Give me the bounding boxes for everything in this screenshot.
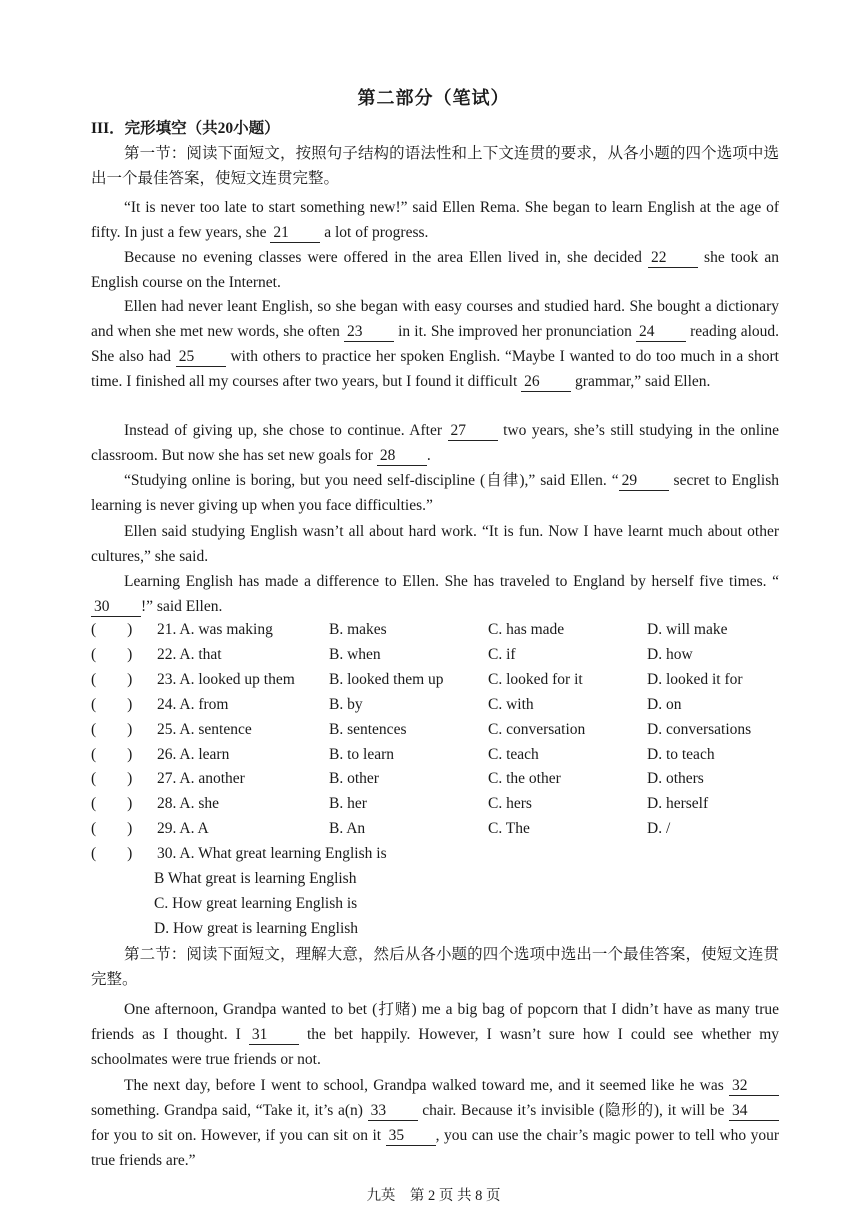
question-row: ( ) 28. A. she B. her C. hers D. herself (91, 792, 811, 817)
option-d[interactable]: D. to teach (647, 745, 715, 763)
blank-32[interactable]: 32 (729, 1076, 779, 1096)
option-b[interactable]: B. when (329, 645, 381, 663)
answer-box[interactable]: ( ) (91, 770, 133, 788)
question-row: ( ) 24. A. from B. by C. with D. on (91, 693, 811, 718)
blank-30[interactable]: 30 (91, 597, 141, 617)
option-b[interactable]: B What great is learning English (154, 870, 357, 888)
option-d[interactable]: D. herself (647, 795, 709, 813)
blank-31[interactable]: 31 (249, 1025, 299, 1045)
option-d[interactable]: D. How great is learning English (154, 919, 359, 937)
option-c[interactable]: C. teach (488, 745, 539, 763)
page-title: 第二部分（笔试） (357, 88, 510, 108)
question-options (91, 618, 811, 942)
option-a[interactable]: A. sentence (179, 720, 252, 738)
option-d[interactable]: D. others (647, 770, 704, 788)
part2-instruction: 第二节：阅读下面短文，理解大意，然后从各小题的四个选项中选出一个最佳答案，使短文连贯完整。 (91, 946, 779, 988)
passage2-paragraph-2: The next day, before I went to school, Grandpa walked toward me, and it seemed like he was 32 something. Grandpa said, “Take it, it’s a(n) 33 chair. Because it’s invisible (隐形的), it will be 34 for you to sit on. However, if you can sit on it 35 , you can use the chair’s magic power to tell who your true friends are.” (91, 1077, 779, 1169)
blank-23[interactable]: 23 (344, 322, 394, 342)
blank-25[interactable]: 25 (176, 347, 226, 367)
option-c[interactable]: C. hers (488, 795, 532, 813)
blank-22[interactable]: 22 (648, 248, 698, 268)
passage2-paragraph-1: One afternoon, Grandpa wanted to bet (打赌) me a big bag of popcorn that I didn’t have as many true friends as I thought. I 31 the bet happily. However, I wasn’t sure how I could see whether my schoolmates were true friends or not. (91, 1001, 779, 1068)
option-a[interactable]: A. that (179, 645, 222, 663)
blank-27[interactable]: 27 (448, 421, 498, 441)
answer-box[interactable]: ( ) (91, 720, 133, 738)
page-footer: 九英 第 2 页 共 8 页 (366, 1188, 501, 1204)
question-row: ( ) 29. A. A B. An C. The D. / (91, 817, 811, 842)
passage1-paragraph-4: Instead of giving up, she chose to continue. After 27 two years, she’s still studying in the online classroom. But now she has set new goals for 28 . (91, 422, 780, 464)
part1-instruction: 第一节：阅读下面短文，按照句子结构的语法性和上下文连贯的要求，从各小题的四个选项中选出一个最佳答案，使短文连贯完整。 (91, 145, 779, 187)
question-row: ( ) 26. A. learn B. to learn C. teach D. to teach (91, 743, 811, 768)
question-row-30: ( ) 30. A. What great learning English is (91, 842, 811, 867)
option-b[interactable]: B. sentences (329, 720, 407, 738)
answer-box[interactable]: ( ) (91, 621, 133, 638)
passage1-paragraph-6: Ellen said studying English wasn’t all about hard work. “It is fun. Now I have learnt much about other cultures,” she said. (91, 523, 779, 565)
option-b[interactable]: B. her (329, 795, 367, 813)
question-row: ( ) 25. A. sentence B. sentences C. conversation D. conversations (91, 718, 811, 743)
answer-box[interactable]: ( ) (91, 745, 133, 763)
question-row: ( ) 27. A. another B. other C. the other D. others (91, 767, 811, 792)
section-heading: III．完形填空（共20小题） (91, 120, 280, 137)
answer-box[interactable]: ( ) (91, 670, 133, 688)
passage1-paragraph-7: Learning English has made a difference to Ellen. She has traveled to England by herself five times. “30 !” said Ellen. (91, 569, 779, 619)
passage1-paragraph-3: Ellen had never leant English, so she began with easy courses and studied hard. She bought a dictionary and when she met new words, she often 23 in it. She improved her pronunciation 24 reading aloud. She also had 25 with others to practice her spoken English. “Maybe I wanted to do too much in a short time. I finished all my courses after two years, but I found it difficult 26 grammar,” said Ellen. (91, 298, 780, 390)
blank-35[interactable]: 35 (386, 1126, 436, 1146)
option-c[interactable]: C. with (488, 695, 534, 713)
option-b[interactable]: B. makes (329, 621, 387, 638)
option-d[interactable]: D. on (647, 695, 682, 713)
blank-21[interactable]: 21 (270, 223, 320, 243)
blank-24[interactable]: 24 (636, 322, 686, 342)
blank-28[interactable]: 28 (377, 446, 427, 466)
option-c[interactable]: C. if (488, 645, 516, 663)
option-b[interactable]: B. An (329, 820, 366, 838)
option-c[interactable]: C. How great learning English is (154, 894, 358, 912)
option-d[interactable]: D. will make (647, 621, 728, 638)
option-a[interactable]: A. looked up them (179, 670, 295, 688)
passage1-paragraph-2: Because no evening classes were offered in the area Ellen lived in, she decided 22 she took an English course on the Internet. (91, 249, 780, 291)
question-row: ( ) 23. A. looked up them B. looked them up C. looked for it D. looked it for (91, 668, 811, 693)
option-a[interactable]: A. was making (179, 621, 273, 638)
option-d[interactable]: D. looked it for (647, 670, 743, 688)
option-b[interactable]: B. to learn (329, 745, 394, 763)
option-c[interactable]: C. has made (488, 621, 565, 638)
option-c[interactable]: C. The (488, 820, 530, 838)
answer-box[interactable]: ( ) (91, 645, 133, 663)
blank-29[interactable]: 29 (619, 471, 669, 491)
option-a[interactable]: A. another (179, 770, 245, 788)
option-d[interactable]: D. conversations (647, 720, 752, 738)
answer-box[interactable]: ( ) (91, 795, 133, 813)
blank-26[interactable]: 26 (521, 372, 571, 392)
option-c[interactable]: C. looked for it (488, 670, 583, 688)
option-c[interactable]: C. the other (488, 770, 561, 788)
question-row: ( ) 21. A. was making B. makes C. has made D. will make (91, 618, 811, 643)
option-b[interactable]: B. by (329, 695, 363, 713)
question-row: ( ) 22. A. that B. when C. if D. how (91, 643, 811, 668)
option-a[interactable]: A. she (179, 795, 220, 813)
option-a[interactable]: A. from (179, 695, 229, 713)
passage1-paragraph-5: “Studying online is boring, but you need self-discipline (自律),” said Ellen. “ 29 secret to English learning is never giving up when you face difficulties.” (91, 472, 780, 514)
answer-box[interactable]: ( ) (91, 695, 133, 713)
option-a[interactable]: A. A (179, 820, 209, 838)
blank-33[interactable]: 33 (368, 1101, 418, 1121)
option-d[interactable]: D. how (647, 645, 693, 663)
option-a[interactable]: A. What great learning English is (179, 845, 387, 863)
blank-34[interactable]: 34 (729, 1101, 779, 1121)
answer-box[interactable]: ( ) (91, 845, 133, 863)
passage1-paragraph-1: “It is never too late to start something new!” said Ellen Rema. She began to learn English at the age of fifty. In just a few years, she 21 a lot of progress. (91, 199, 779, 241)
option-d[interactable]: D. / (647, 820, 671, 838)
option-b[interactable]: B. looked them up (329, 670, 444, 688)
option-a[interactable]: A. learn (179, 745, 230, 763)
option-b[interactable]: B. other (329, 770, 379, 788)
answer-box[interactable]: ( ) (91, 820, 133, 838)
option-c[interactable]: C. conversation (488, 720, 586, 738)
